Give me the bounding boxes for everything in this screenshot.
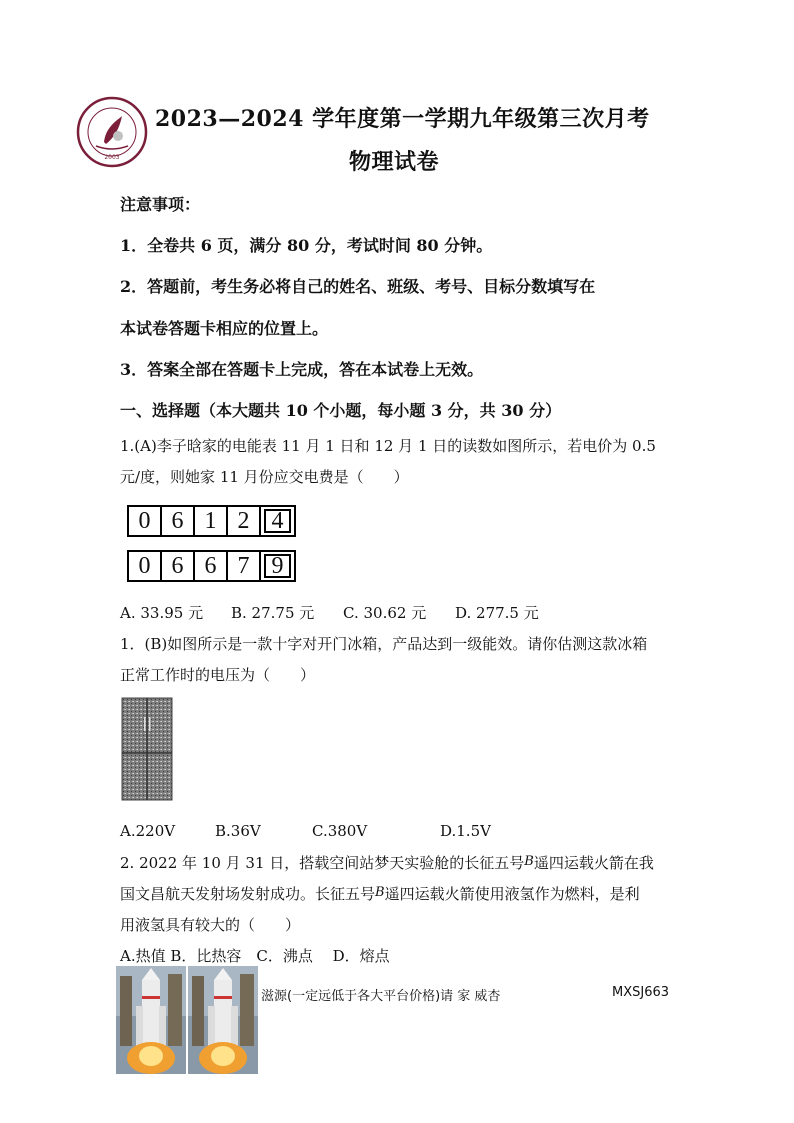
meter1-decimal-digit: 4 <box>261 507 294 535</box>
q1a-option-c: C. 30.62 元 <box>343 604 427 622</box>
q1a-option-a: A. 33.95 元 <box>120 604 204 622</box>
q2-line1 <box>120 852 654 873</box>
meter1-digit: 2 <box>228 507 261 535</box>
notice-item-1: 1．全卷共 6 页，满分 80 分，考试时间 80 分钟。 <box>120 236 493 255</box>
q1b-line2: 正常工作时的电压为（ ） <box>120 666 316 684</box>
notice-item-3: 3．答案全部在答题卡上完成，答在本试卷上无效。 <box>120 360 484 379</box>
exam-title: 2023—2024 学年度第一学期九年级第三次月考 <box>155 106 650 132</box>
meter1-digit: 1 <box>195 507 228 535</box>
q2-italic-b: B <box>524 854 534 869</box>
meter2-digit: 0 <box>129 552 162 580</box>
meter2-digit: 7 <box>228 552 261 580</box>
meter2-digit: 6 <box>195 552 228 580</box>
ad-code: MXSJ663 <box>612 985 670 1000</box>
meter1-digit: 0 <box>129 507 162 535</box>
rocket-image-1 <box>116 966 186 1074</box>
logo-year: 2003 <box>104 154 120 161</box>
q1b-option-b: B.36V <box>215 822 261 840</box>
notice-heading: 注意事项： <box>120 195 201 214</box>
section-heading: 一、选择题（本大题共 10 个小题，每小题 3 分，共 30 分） <box>120 401 562 420</box>
q2-italic-b: B <box>375 885 385 900</box>
meter2-decimal-digit: 9 <box>261 552 294 580</box>
notice-item-2-cont: 本试卷答题卡相应的位置上。 <box>120 319 329 338</box>
school-logo <box>76 96 148 168</box>
meter-reading-2 <box>127 550 296 582</box>
q2-line2-part1: 国文昌航天发射场发射成功。长征五号 <box>120 885 376 903</box>
meter1-digit: 6 <box>162 507 195 535</box>
q2-line2 <box>120 883 640 904</box>
q1b-option-d: D.1.5V <box>440 822 491 840</box>
fridge-image <box>121 697 173 801</box>
q2-line1-part1: 2. 2022 年 10 月 31 日，搭载空间站梦天实验舱的长征五号 <box>120 854 525 872</box>
q2-line3: 用液氢具有较大的（ ） <box>120 916 301 934</box>
exam-subtitle: 物理试卷 <box>349 149 440 175</box>
meter2-digit: 6 <box>162 552 195 580</box>
ad-text: 滋源(一定远低于各大平台价格)请 家 威杏 <box>261 989 501 1004</box>
q1b-option-c: C.380V <box>312 822 368 840</box>
q1a-line1: 1.(A)李子晗家的电能表 11 月 1 日和 12 月 1 日的读数如图所示，若电价为 0.5 <box>120 437 656 455</box>
notice-item-2: 2．答题前，考生务必将自己的姓名、班级、考号、目标分数填写在 <box>120 277 596 296</box>
rocket-image-2 <box>188 966 258 1074</box>
q1b-line1: 1．(B)如图所示是一款十字对开门冰箱，产品达到一级能效。请你估测这款冰箱 <box>120 635 648 653</box>
q1a-option-d: D. 277.5 元 <box>455 604 539 622</box>
meter-reading-1 <box>127 505 296 537</box>
q2-options: A.热值 B．比热容 C．沸点 D．熔点 <box>120 947 390 965</box>
q1a-line2: 元/度，则她家 11 月份应交电费是（ ） <box>120 468 409 486</box>
q1b-option-a: A.220V <box>120 822 176 840</box>
q2-line2-part2: 遥四运载火箭使用液氢作为燃料，是利 <box>384 885 640 903</box>
q2-line1-part2: 遥四运载火箭在我 <box>533 854 654 872</box>
q1a-option-b: B. 27.75 元 <box>231 604 315 622</box>
